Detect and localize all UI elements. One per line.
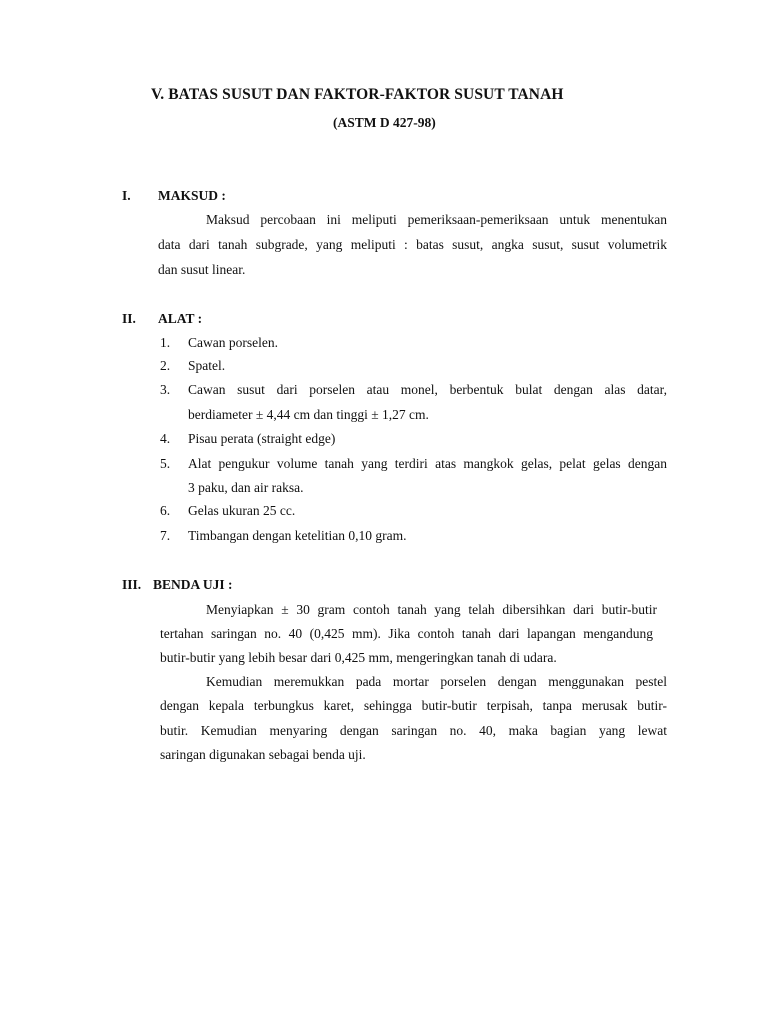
section-2-heading: ALAT :: [158, 311, 203, 326]
list-item-text: Pisau perata (straight edge): [188, 431, 336, 446]
list-item-text-cont: 3 paku, dan air raksa.: [188, 480, 304, 495]
list-item-text: Gelas ukuran 25 cc.: [188, 503, 296, 518]
section-1-number: I.: [122, 188, 131, 203]
section-3-line-1: Menyiapkan ± 30 gram contoh tanah yang telah dibersihkan dari butir-butir: [206, 602, 657, 617]
section-1-line-2: data dari tanah subgrade, yang meliputi : batas susut, angka susut, susut volumetrik: [158, 237, 667, 252]
list-item-number: 5.: [160, 456, 171, 471]
page-subtitle: (ASTM D 427-98): [333, 115, 436, 130]
list-item-number: 2.: [160, 358, 171, 373]
section-3-heading: BENDA UJI :: [153, 577, 233, 592]
section-1-heading: MAKSUD :: [158, 188, 226, 203]
list-item-number: 7.: [160, 528, 171, 543]
section-3-number: III.: [122, 577, 142, 592]
section-3-line-2: tertahan saringan no. 40 (0,425 mm). Jika contoh tanah dari lapangan mengandung: [160, 626, 653, 641]
list-item-text: Cawan susut dari porselen atau monel, berbentuk bulat dengan alas datar,: [188, 382, 667, 397]
list-item-text: Timbangan dengan ketelitian 0,10 gram.: [188, 528, 407, 543]
list-item-text-cont: berdiameter ± 4,44 cm dan tinggi ± 1,27 cm.: [188, 407, 429, 422]
section-2-number: II.: [122, 311, 136, 326]
section-3-line-6: butir. Kemudian menyaring dengan saringan no. 40, maka bagian yang lewat: [160, 723, 667, 738]
section-1-line-1: Maksud percobaan ini meliputi pemeriksaan-pemeriksaan untuk menentukan: [206, 212, 667, 227]
list-item-number: 3.: [160, 382, 171, 397]
section-3-line-7: saringan digunakan sebagai benda uji.: [160, 747, 366, 762]
section-3-line-5: dengan kepala terbungkus karet, sehingga butir-butir terpisah, tanpa merusak butir-: [160, 698, 667, 713]
page-title: V. BATAS SUSUT DAN FAKTOR-FAKTOR SUSUT TANAH: [151, 86, 564, 103]
section-1-line-3: dan susut linear.: [158, 262, 246, 277]
list-item-text: Cawan porselen.: [188, 335, 278, 350]
list-item-number: 6.: [160, 503, 171, 518]
section-3-line-4: Kemudian meremukkan pada mortar porselen dengan menggunakan pestel: [206, 674, 667, 689]
list-item-text: Alat pengukur volume tanah yang terdiri atas mangkok gelas, pelat gelas dengan: [188, 456, 667, 471]
list-item-number: 1.: [160, 335, 171, 350]
list-item-number: 4.: [160, 431, 171, 446]
list-item-text: Spatel.: [188, 358, 226, 373]
section-3-line-3: butir-butir yang lebih besar dari 0,425 mm, mengeringkan tanah di udara.: [160, 650, 557, 665]
